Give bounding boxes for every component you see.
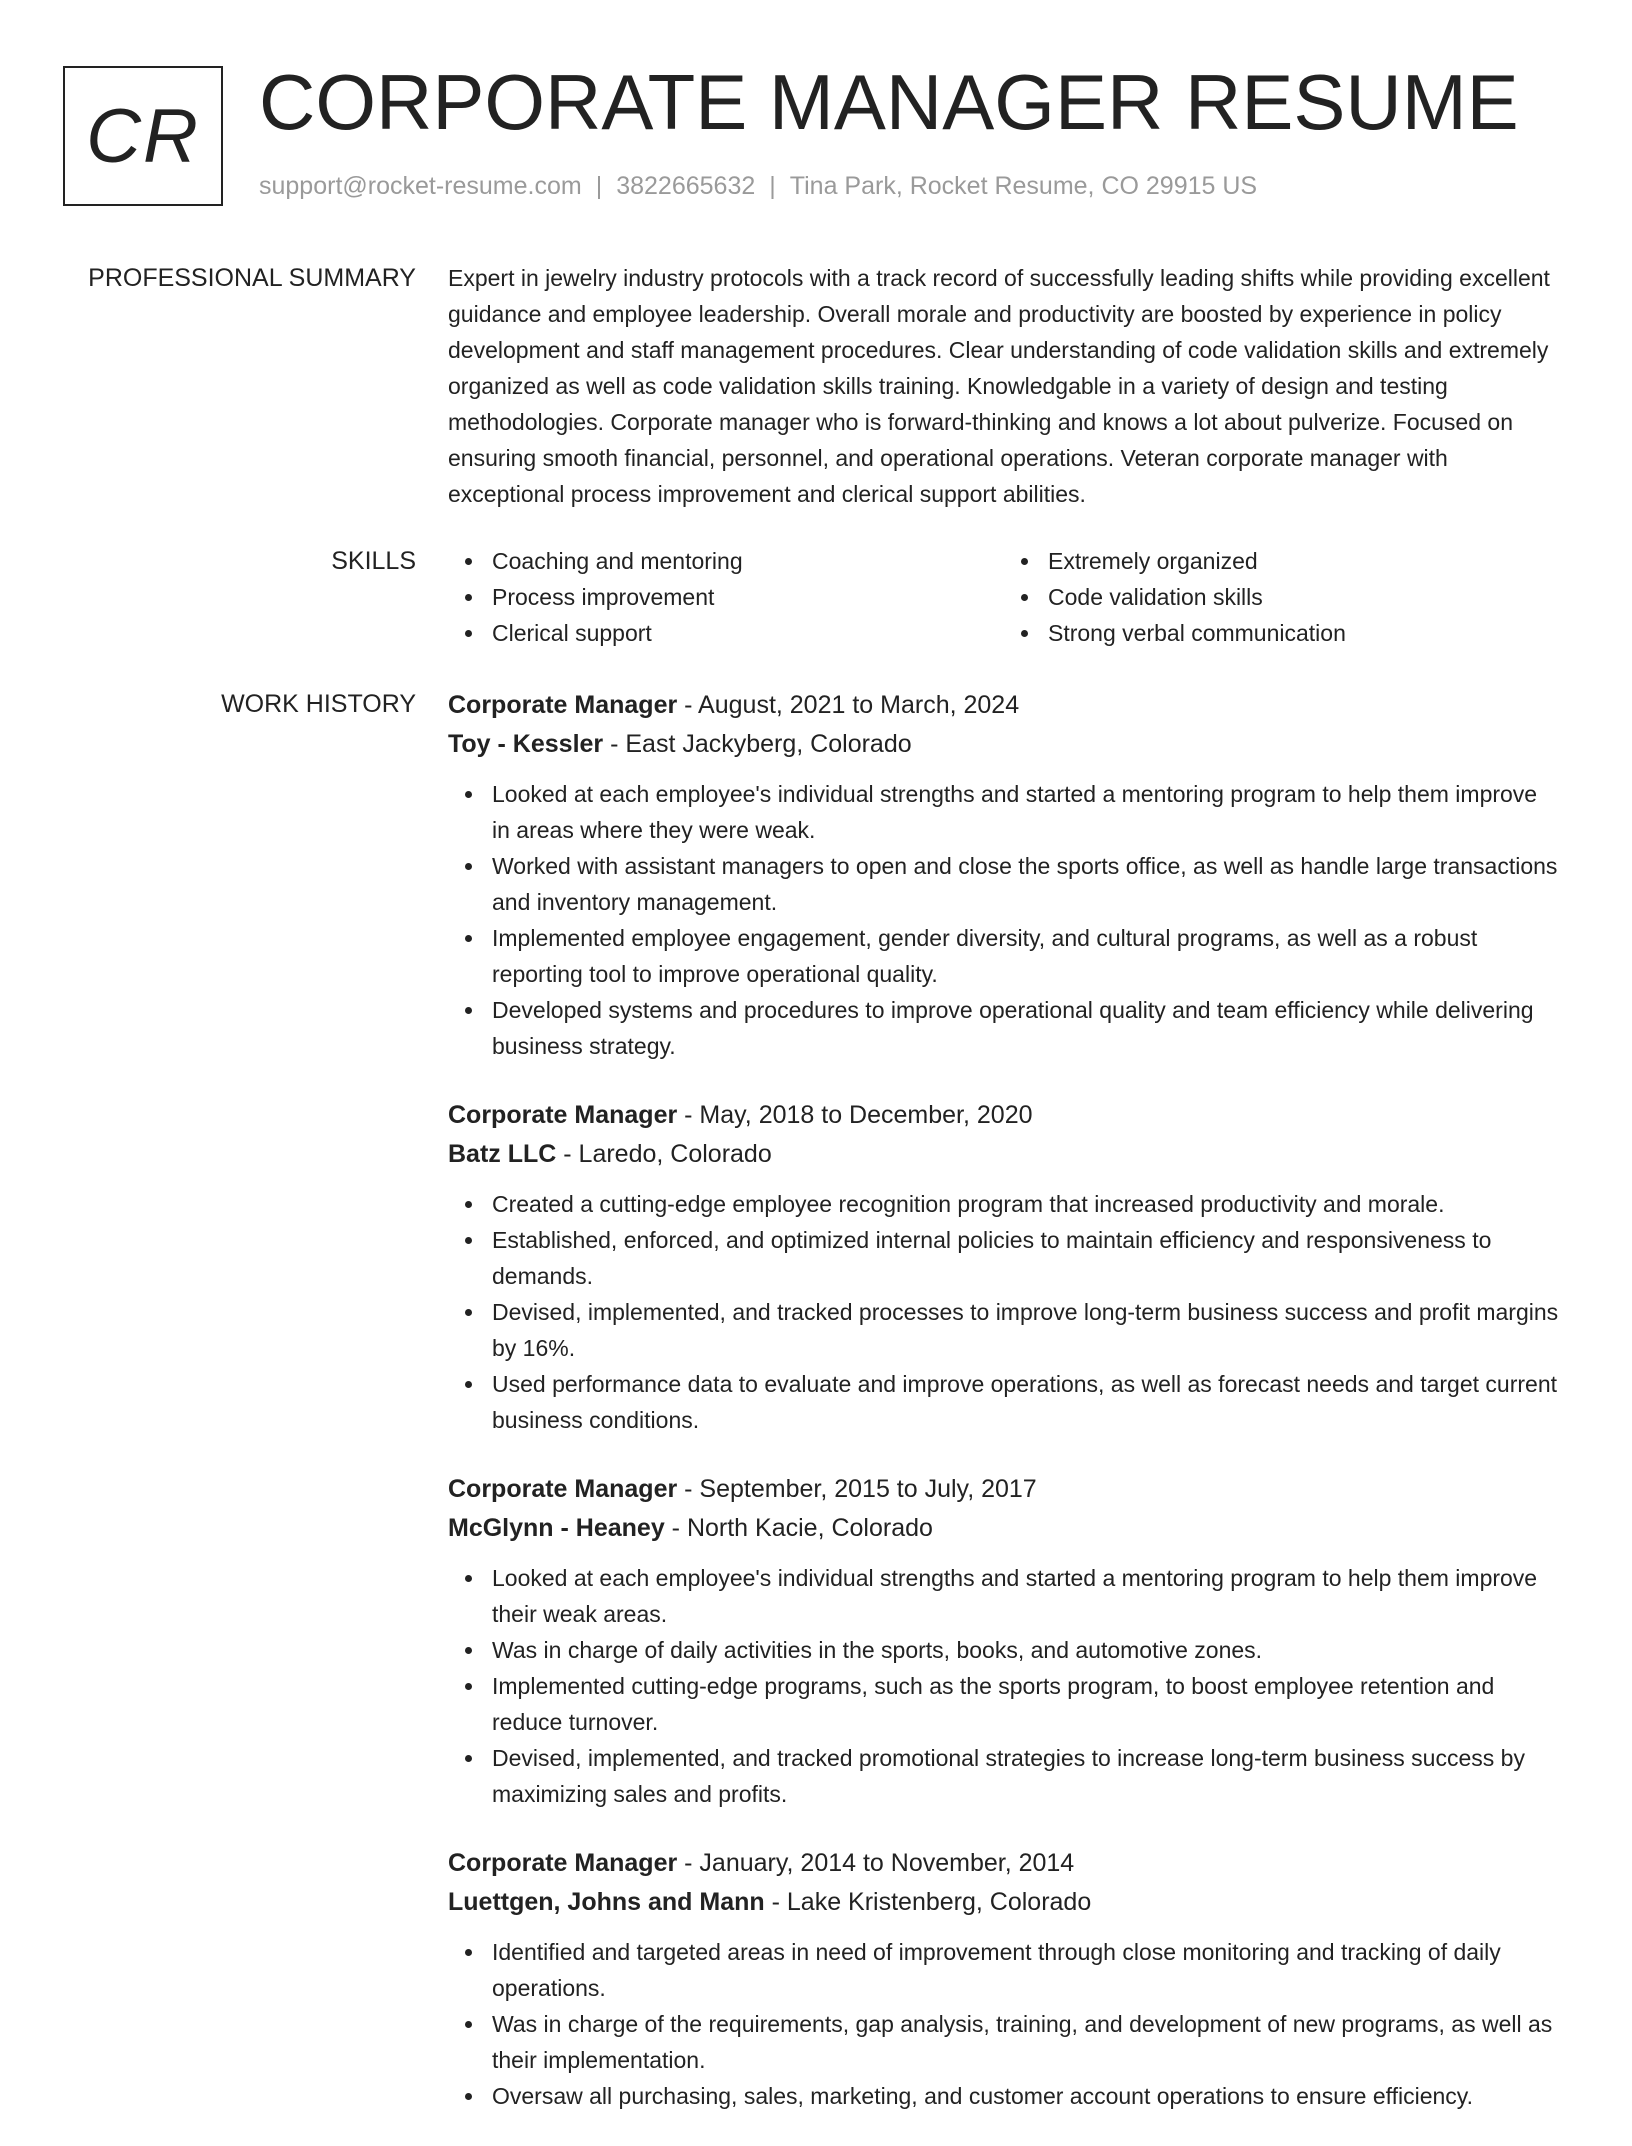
job-entry	[448, 1844, 1560, 2114]
job-bullet: Looked at each employee's individual strengths and started a mentoring program to help them improve in areas where they were weak.	[492, 776, 1560, 848]
job-company: Batz LLC	[448, 1140, 557, 1168]
contact-phone: 3822665632	[616, 172, 756, 200]
skills-heading: SKILLS	[331, 547, 416, 575]
skills-column-right	[1004, 543, 1560, 651]
summary-heading: PROFESSIONAL SUMMARY	[88, 264, 416, 292]
job-title: Corporate Manager	[448, 1101, 678, 1129]
job-dates: - August, 2021 to March, 2024	[677, 691, 1020, 719]
skill-item: Coaching and mentoring	[492, 543, 1004, 579]
skills-body	[448, 543, 1560, 651]
contact-email: support@rocket-resume.com	[259, 172, 582, 200]
job-dates: - May, 2018 to December, 2020	[677, 1101, 1033, 1129]
work-history-heading: WORK HISTORY	[221, 690, 416, 718]
skill-item: Clerical support	[492, 615, 1004, 651]
job-title-line	[448, 686, 1560, 725]
job-bullets	[448, 1560, 1560, 1812]
job-bullet: Looked at each employee's individual strengths and started a mentoring program to help them improve their weak areas.	[492, 1560, 1560, 1632]
job-title-line	[448, 1096, 1560, 1135]
skill-item: Strong verbal communication	[1048, 615, 1560, 651]
job-bullet: Established, enforced, and optimized internal policies to maintain efficiency and responsiveness to demands.	[492, 1222, 1560, 1294]
job-bullet: Was in charge of the requirements, gap analysis, training, and development of new programs, as well as their implementation.	[492, 2006, 1560, 2078]
job-company-line	[448, 1883, 1560, 1922]
job-bullet: Developed systems and procedures to improve operational quality and team efficiency while delivering business strategy.	[492, 992, 1560, 1064]
monogram-text: CR	[86, 93, 200, 179]
job-title: Corporate Manager	[448, 1475, 678, 1503]
job-bullet: Was in charge of daily activities in the sports, books, and automotive zones.	[492, 1632, 1560, 1668]
job-company-line	[448, 1135, 1560, 1174]
job-bullets	[448, 1934, 1560, 2114]
skill-item: Extremely organized	[1048, 543, 1560, 579]
skills-column-left	[448, 543, 1004, 651]
job-bullet: Implemented employee engagement, gender diversity, and cultural programs, as well as a robust reporting tool to improve operational quality.	[492, 920, 1560, 992]
summary-text: Expert in jewelry industry protocols with a track record of successfully leading shifts while providing excellent guidance and employee leadership. Overall morale and productivity are boosted by experience in policy development and staff management procedures. Clear understanding of code validation skills and extremely organized as well as code validation skills training. Knowledgable in a variety of design and testing methodologies. Corporate manager who is forward-thinking and knows a lot about pulverize. Focused on ensuring smooth financial, personnel, and operational operations. Veteran corporate manager with exceptional process improvement and clerical support abilities.	[448, 265, 1550, 507]
job-company: Toy - Kessler	[448, 730, 604, 758]
job-title-line	[448, 1470, 1560, 1509]
job-company: McGlynn - Heaney	[448, 1514, 665, 1542]
job-location: - Laredo, Colorado	[556, 1140, 772, 1168]
skill-item: Code validation skills	[1048, 579, 1560, 615]
job-location: - North Kacie, Colorado	[664, 1514, 933, 1542]
job-company: Luettgen, Johns and Mann	[448, 1888, 765, 1916]
contact-separator: |	[595, 172, 603, 200]
skill-item: Process improvement	[492, 579, 1004, 615]
job-bullet: Oversaw all purchasing, sales, marketing, and customer account operations to ensure efficiency.	[492, 2078, 1560, 2114]
contact-address: Tina Park, Rocket Resume, CO 29915 US	[789, 172, 1258, 200]
skills-grid	[448, 543, 1560, 651]
job-dates: - September, 2015 to July, 2017	[677, 1475, 1037, 1503]
job-location: - Lake Kristenberg, Colorado	[764, 1888, 1092, 1916]
job-bullet: Worked with assistant managers to open and close the sports office, as well as handle large transactions and inventory management.	[492, 848, 1560, 920]
job-title: Corporate Manager	[448, 691, 678, 719]
job-bullet: Devised, implemented, and tracked processes to improve long-term business success and profit margins by 16%.	[492, 1294, 1560, 1366]
job-entry	[448, 686, 1560, 1064]
job-bullet: Implemented cutting-edge programs, such as the sports program, to boost employee retention and reduce turnover.	[492, 1668, 1560, 1740]
job-entry	[448, 1096, 1560, 1438]
contact-separator: |	[769, 172, 776, 200]
job-title-line	[448, 1844, 1560, 1883]
contact-line	[259, 172, 1257, 201]
work-history-body	[448, 686, 1560, 2146]
job-bullet: Devised, implemented, and tracked promotional strategies to increase long-term business success by maximizing sales and profits.	[492, 1740, 1560, 1812]
job-bullet: Used performance data to evaluate and improve operations, as well as forecast needs and target current business conditions.	[492, 1366, 1560, 1438]
monogram-logo	[63, 66, 223, 206]
job-bullets	[448, 1186, 1560, 1438]
job-company-line	[448, 725, 1560, 764]
job-location: - East Jackyberg, Colorado	[603, 730, 912, 758]
page-title: CORPORATE MANAGER RESUME	[259, 58, 1519, 146]
job-entry	[448, 1470, 1560, 1812]
job-company-line	[448, 1509, 1560, 1548]
job-title: Corporate Manager	[448, 1849, 678, 1877]
job-bullets	[448, 776, 1560, 1064]
job-bullet: Created a cutting-edge employee recognition program that increased productivity and morale.	[492, 1186, 1560, 1222]
job-dates: - January, 2014 to November, 2014	[677, 1849, 1075, 1877]
job-bullet: Identified and targeted areas in need of improvement through close monitoring and tracking of daily operations.	[492, 1934, 1560, 2006]
